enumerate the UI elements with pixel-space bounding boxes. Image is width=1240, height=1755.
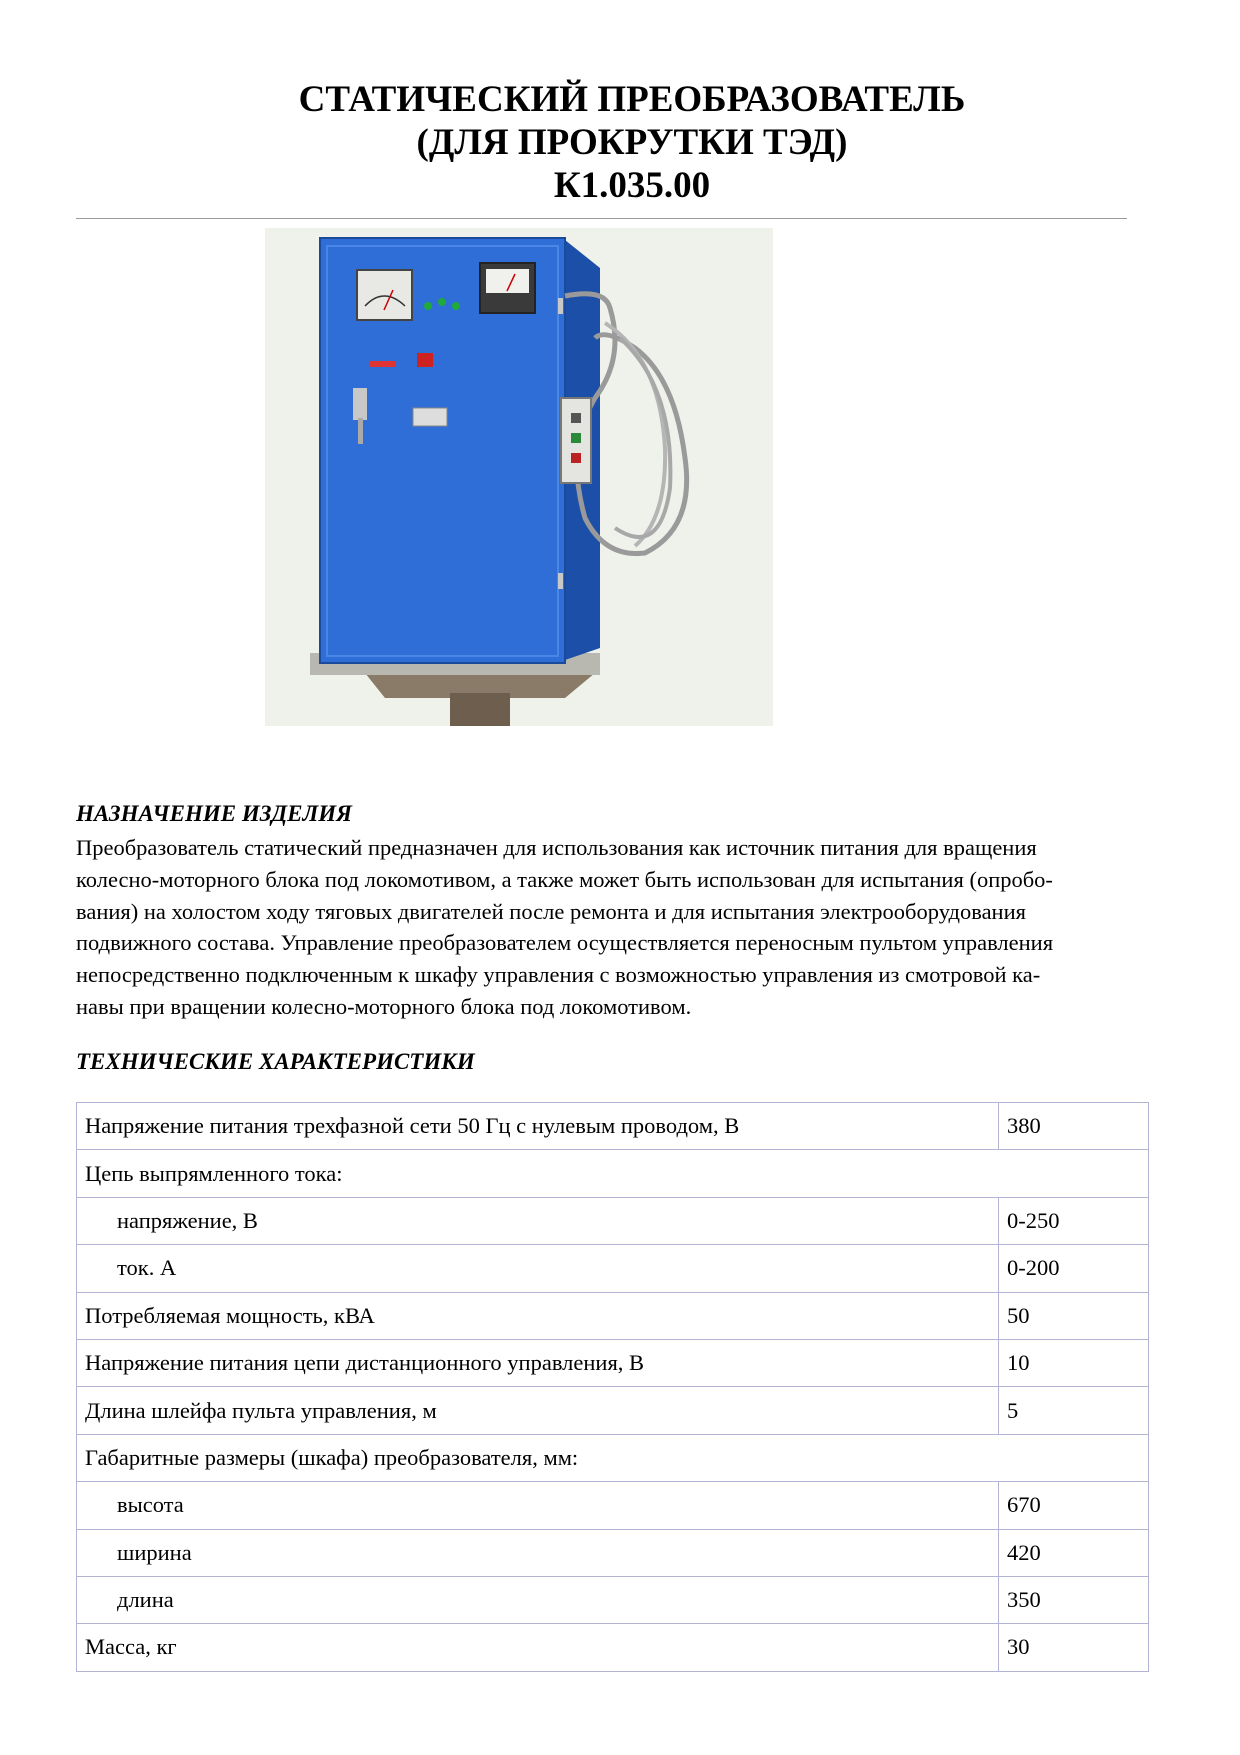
title-line-2: (ДЛЯ ПРОКРУТКИ ТЭД)	[416, 122, 848, 163]
title-line-1: СТАТИЧЕСКИЙ ПРЕОБРАЗОВАТЕЛЬ	[298, 79, 966, 120]
table-row-group-header	[77, 1434, 1149, 1481]
param-cell: Напряжение питания цепи дистанционного управления, В	[77, 1339, 999, 1386]
table-row	[77, 1103, 1149, 1150]
indicator-lamp	[424, 302, 432, 310]
table-row	[77, 1245, 1149, 1292]
table-row	[77, 1529, 1149, 1576]
table-row	[77, 1387, 1149, 1434]
circuit-breaker	[413, 408, 447, 426]
converter-cabinet-illustration	[265, 228, 773, 726]
table-row	[77, 1576, 1149, 1623]
purpose-description	[76, 832, 1176, 1023]
table-row	[77, 1197, 1149, 1244]
value-cell: 380	[999, 1103, 1149, 1150]
value-cell: 350	[999, 1576, 1149, 1623]
param-cell: Масса, кг	[77, 1624, 999, 1671]
param-cell: высота	[77, 1482, 999, 1529]
value-cell: 420	[999, 1529, 1149, 1576]
description-line: колесно-моторного блока под локомотивом, а также может быть использован для испытания (опробо-	[76, 866, 1053, 892]
param-group-cell: Цепь выпрямленного тока:	[77, 1150, 1149, 1197]
specs-heading: ТЕХНИЧЕСКИЕ ХАРАКТЕРИСТИКИ	[76, 1049, 475, 1074]
param-cell: Длина шлейфа пульта управления, м	[77, 1387, 999, 1434]
value-cell: 0-200	[999, 1245, 1149, 1292]
document-title	[0, 78, 1240, 207]
value-cell: 0-250	[999, 1197, 1149, 1244]
value-cell: 10	[999, 1339, 1149, 1386]
table-row	[77, 1482, 1149, 1529]
param-cell: ток. А	[77, 1245, 999, 1292]
value-cell: 50	[999, 1292, 1149, 1339]
table-row-group-header	[77, 1150, 1149, 1197]
param-cell: Напряжение питания трехфазной сети 50 Гц с нулевым проводом, В	[77, 1103, 999, 1150]
value-cell: 5	[999, 1387, 1149, 1434]
description-line: Преобразователь статический предназначен для использования как источник питания для вращения	[76, 835, 1037, 860]
param-cell: Потребляемая мощность, кВА	[77, 1292, 999, 1339]
table-row	[77, 1292, 1149, 1339]
title-divider	[76, 218, 1127, 219]
description-line: подвижного состава. Управление преобразователем осуществляется переносным пультом управления	[76, 930, 1054, 956]
red-switch	[417, 353, 433, 367]
voltmeter-gauge	[357, 270, 412, 320]
description-line: вания) на холостом ходу тяговых двигателей после ремонта и для испытания электрооборудования	[76, 898, 1026, 924]
product-photo	[265, 228, 773, 726]
specs-table	[76, 1102, 1149, 1672]
param-cell: длина	[77, 1576, 999, 1623]
table-row	[77, 1339, 1149, 1386]
description-line: навы при вращении колесно-моторного блока под локомотивом.	[76, 993, 692, 1019]
param-cell: ширина	[77, 1529, 999, 1576]
door-lock	[353, 388, 367, 420]
table-row	[77, 1624, 1149, 1671]
title-line-3-model-code: К1.035.00	[553, 165, 711, 206]
value-cell: 670	[999, 1482, 1149, 1529]
indicator-lamp	[452, 302, 460, 310]
param-cell: напряжение, В	[77, 1197, 999, 1244]
value-cell: 30	[999, 1624, 1149, 1671]
purpose-heading: НАЗНАЧЕНИЕ ИЗДЕЛИЯ	[76, 801, 352, 826]
indicator-lamp	[438, 298, 446, 306]
param-group-cell: Габаритные размеры (шкафа) преобразователя, мм:	[77, 1434, 1149, 1481]
description-line: непосредственно подключенным к шкафу управления с возможностью управления из смотровой ка-	[76, 962, 1041, 988]
